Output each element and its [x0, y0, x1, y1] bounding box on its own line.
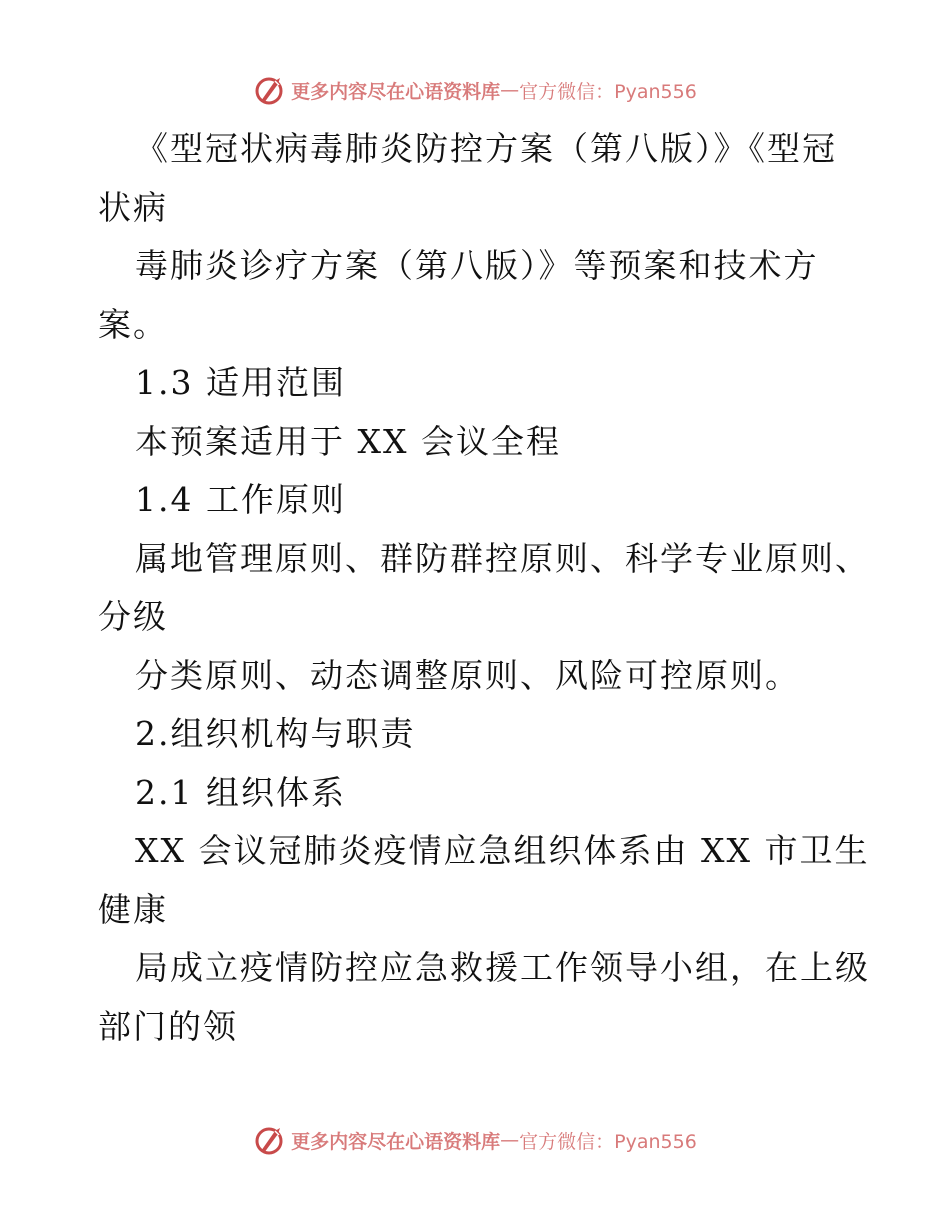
- body-line: 局成立疫情防控应急救援工作领导小组，在上级: [135, 948, 870, 987]
- body-line: 案。: [98, 304, 168, 344]
- section-heading: 1.4 工作原则: [135, 480, 346, 519]
- body-line: 分类原则、动态调整原则、风险可控原则。: [135, 655, 800, 695]
- body-line: 健康: [98, 889, 168, 929]
- section-heading: 1.3 适用范围: [135, 363, 346, 402]
- body-line: XX 会议冠肺炎疫情应急组织体系由 XX 市卫生: [135, 831, 870, 870]
- body-line: 部门的领: [98, 1006, 238, 1046]
- body-line: 本预案适用于 XX 会议全程: [135, 421, 561, 461]
- pen-in-circle-icon: [253, 73, 287, 107]
- banner-main-text: 更多内容尽在心语资料库: [291, 1130, 501, 1153]
- banner-sub-text: 官方微信：Pyan556: [519, 1130, 697, 1153]
- banner-sub-text: 官方微信：Pyan556: [519, 80, 697, 103]
- body-line: 毒肺炎诊疗方案（第八版）》等预案和技术方: [135, 246, 819, 285]
- body-line: 《型冠状病毒肺炎防控方案（第八版）》《型冠: [135, 129, 837, 168]
- banner-dash: —: [500, 79, 520, 101]
- body-line: 属地管理原则、群防群控原则、科学专业原则、: [135, 538, 870, 578]
- footer-banner: [0, 1120, 950, 1160]
- section-heading: 2.组织机构与职责: [135, 714, 416, 753]
- body-line: 状病: [98, 187, 168, 227]
- banner-main-text: 更多内容尽在心语资料库: [291, 80, 501, 103]
- document-body: [98, 120, 870, 1056]
- section-heading: 2.1 组织体系: [135, 772, 346, 812]
- pen-in-circle-icon: [253, 1123, 287, 1157]
- banner-dash: —: [500, 1129, 520, 1151]
- body-line: 分级: [98, 597, 168, 636]
- header-banner: [0, 70, 950, 110]
